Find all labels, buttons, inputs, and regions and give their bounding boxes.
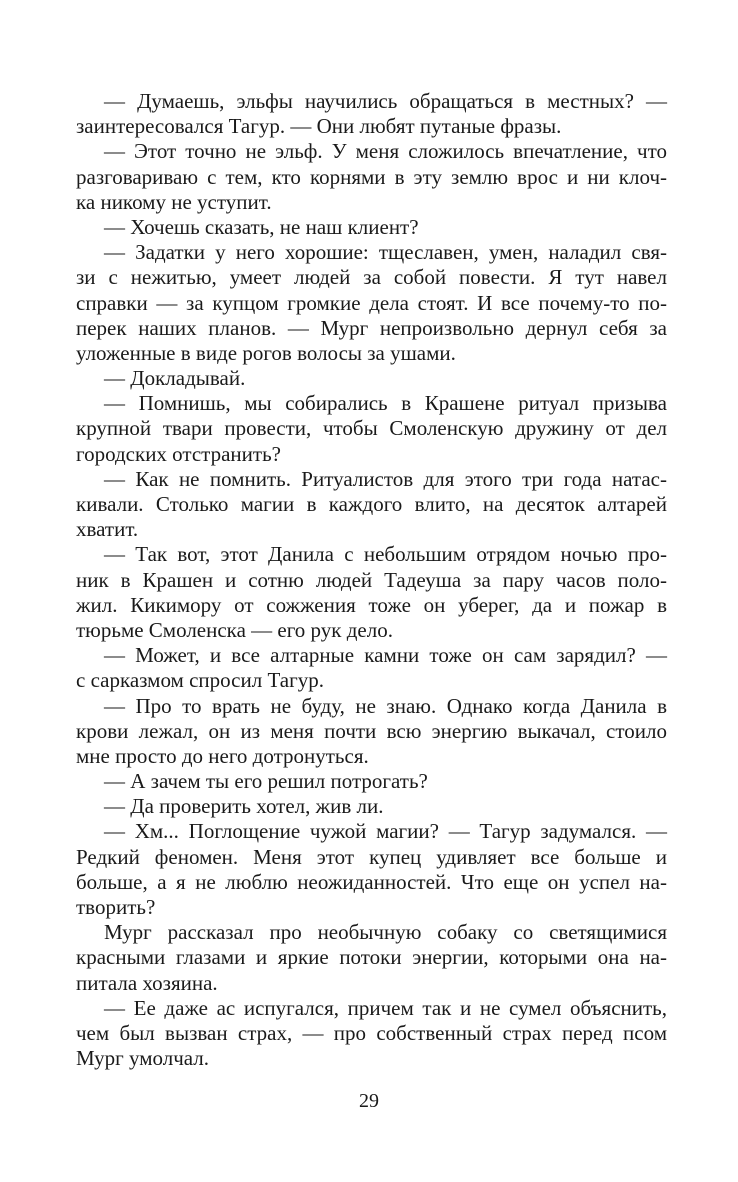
text-line: — Задатки у него хорошие: тщеславен, умен, наладил свя- <box>104 240 667 265</box>
text-line: — Хочешь сказать, не наш клиент? <box>104 214 419 239</box>
text-line: — Как не помнить. Ритуалистов для этого три года натас- <box>104 466 667 491</box>
text-line: — Этот точно не эльф. У меня сложилось впечатление, что <box>104 139 667 164</box>
text-line: ка никому не уступит. <box>76 189 272 214</box>
body-text <box>76 89 667 1071</box>
text-line: — Хм... Поглощение чужой магии? — Тагур задумался. — <box>104 819 667 844</box>
text-line: — Может, и все алтарные камни тоже он сам зарядил? — <box>104 643 667 668</box>
text-line: творить? <box>76 895 156 919</box>
text-line: ник в Крашен и сотню людей Тадеуша за пару часов поло- <box>76 567 667 592</box>
text-line: — Ее даже ас испугался, причем так и не сумел объяснить, <box>104 995 667 1020</box>
text-line: чем был вызван страх, — про собственный страх перед псом <box>76 1020 667 1045</box>
text-line: красными глазами и яркие потоки энергии, которыми она на- <box>76 945 667 970</box>
text-line: перек наших планов. — Мург непроизвольно дернул себя за <box>76 315 667 340</box>
text-line: — А зачем ты его решил потрогать? <box>104 769 428 794</box>
text-line: Мург умолчал. <box>76 1046 210 1071</box>
text-line: — Про то врать не буду, не знаю. Однако когда Данила в <box>104 693 667 718</box>
text-line: — Думаешь, эльфы научились обращаться в местных? — <box>104 89 667 113</box>
text-line: — Да проверить хотел, жив ли. <box>104 794 384 819</box>
text-line: Редкий феномен. Меня этот купец удивляет все больше и <box>76 844 667 869</box>
text-line: тюрьме Смоленска — его рук дело. <box>76 617 393 642</box>
text-line: уложенные в виде рогов волосы за ушами. <box>76 340 456 365</box>
text-line: крови лежал, он из меня почти всю энергию выкачал, стоило <box>76 718 667 743</box>
text-line: городских отстранить? <box>76 441 281 466</box>
text-line: зи с нежитью, умеет людей за собой повести. Я тут навел <box>76 265 667 290</box>
text-line: с сарказмом спросил Тагур. <box>76 668 324 693</box>
text-line: кивали. Столько магии в каждого влито, на десяток алтарей <box>76 492 667 516</box>
page-number: 29 <box>359 1090 379 1112</box>
text-line: — Помнишь, мы собирались в Крашене ритуал призыва <box>104 391 667 416</box>
text-line: справки — за купцом громкие дела стоят. И все почему-то по- <box>76 290 667 315</box>
text-line: мне просто до него дотронуться. <box>76 743 369 768</box>
text-line: жил. Кикимору от сожжения тоже он уберег, да и пожар в <box>76 592 667 617</box>
text-line: Мург рассказал про необычную собаку со светящимися <box>104 920 667 945</box>
text-line: больше, а я не люблю неожиданностей. Что еще он успел на- <box>76 869 667 894</box>
text-line: — Так вот, этот Данила с небольшим отрядом ночью про- <box>104 542 667 567</box>
text-line: питала хозяина. <box>76 970 218 995</box>
text-line: хватит. <box>76 517 139 542</box>
text-line: — Докладывай. <box>104 366 246 391</box>
text-line: разговариваю с тем, кто корнями в эту землю врос и ни клоч- <box>76 164 667 189</box>
text-line: заинтересовался Тагур. — Они любят путаные фразы. <box>76 114 562 139</box>
text-line: крупной твари провести, чтобы Смоленскую дружину от дел <box>76 416 667 441</box>
